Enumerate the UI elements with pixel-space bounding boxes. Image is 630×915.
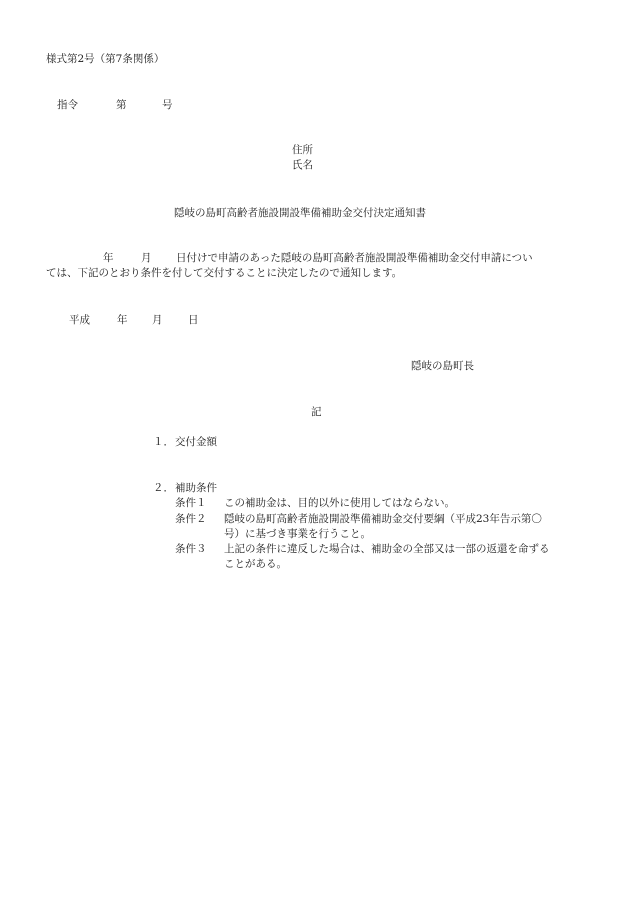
- ki-heading: 記: [311, 406, 322, 418]
- directive-dai: 第: [116, 99, 127, 111]
- body-month: 月: [141, 252, 152, 264]
- body-line2: ては、下記のとおり条件を付して交付することに決定したので通知します。: [46, 267, 403, 279]
- body-line1: 日付けで申請のあった隠岐の島町高齢者施設開設準備補助金交付申請につい: [176, 252, 533, 264]
- condition-1-label: 条件１: [175, 497, 207, 509]
- condition-3-label: 条件３: [175, 543, 207, 555]
- condition-1-text: この補助金は、目的以外に使用してはならない。: [224, 497, 455, 509]
- condition-2-text-line1: 隠岐の島町高齢者施設開設準備補助金交付要綱（平成23年告示第〇: [224, 513, 542, 525]
- directive-go: 号: [162, 99, 173, 111]
- form-number: 様式第2号（第7条関係）: [46, 53, 165, 65]
- date-month: 月: [152, 314, 163, 326]
- condition-2-label: 条件２: [175, 513, 207, 525]
- document-title: 隠岐の島町高齢者施設開設準備補助金交付決定通知書: [174, 207, 426, 219]
- name-label: 氏名: [292, 159, 313, 171]
- issuer-name: 隠岐の島町長: [411, 360, 474, 372]
- item-2-number: ２．: [153, 482, 174, 494]
- condition-3-text-line2: ことがある。: [224, 558, 287, 570]
- date-era: 平成: [69, 314, 90, 326]
- item-1-number: １．: [153, 436, 174, 448]
- directive-label: 指令: [57, 99, 78, 111]
- body-year: 年: [103, 252, 114, 264]
- item-1-label: 交付金額: [175, 436, 217, 448]
- item-2-label: 補助条件: [175, 482, 217, 494]
- date-day: 日: [188, 314, 199, 326]
- date-year: 年: [117, 314, 128, 326]
- condition-3-text-line1: 上記の条件に違反した場合は、補助金の全部又は一部の返還を命ずる: [224, 543, 550, 555]
- condition-2-text-line2: 号）に基づき事業を行うこと。: [224, 528, 371, 540]
- address-label: 住所: [292, 144, 313, 156]
